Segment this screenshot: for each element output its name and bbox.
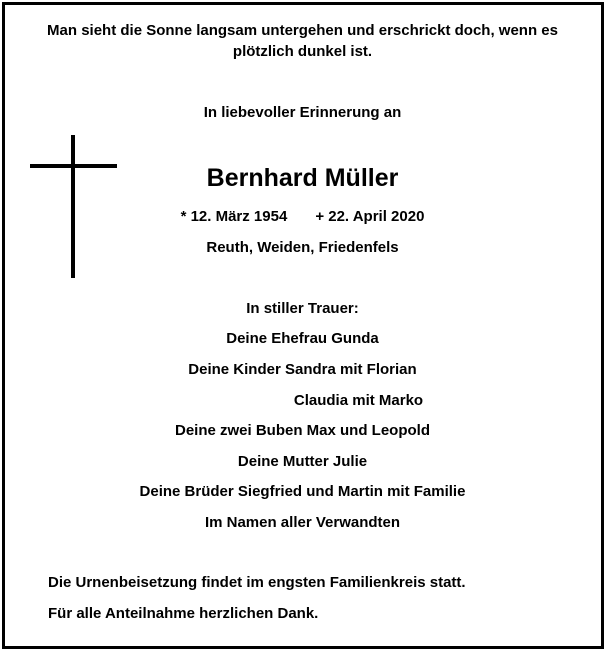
notice-frame — [2, 2, 604, 649]
birth-date: * 12. März 1954 — [180, 208, 288, 225]
burial-note: Die Urnenbeisetzung findet im engsten Familienkreis statt. — [48, 574, 466, 591]
places: Reuth, Weiden, Friedenfels — [206, 239, 399, 256]
mourner-line: Deine zwei Buben Max und Leopold — [174, 422, 430, 439]
life-dates — [0, 208, 605, 225]
mourner-line: Claudia mit Marko — [293, 392, 424, 409]
deceased-name: Bernhard Müller — [206, 164, 399, 192]
mourner-line: Deine Brüder Siegfried und Martin mit Familie — [139, 483, 466, 500]
mourners-heading: In stiller Trauer: — [246, 300, 359, 317]
mourner-line: Deine Mutter Julie — [237, 453, 368, 470]
cross-vertical-bar — [71, 135, 75, 278]
motto-line-2: plötzlich dunkel ist. — [232, 43, 373, 60]
mourner-line: Deine Ehefrau Gunda — [226, 330, 379, 347]
mourner-line: Deine Kinder Sandra mit Florian — [188, 361, 417, 378]
intro-text: In liebevoller Erinnerung an — [203, 104, 402, 121]
death-date: + 22. April 2020 — [315, 208, 425, 225]
motto-line-1: Man sieht die Sonne langsam untergehen und erschrickt doch, wenn es — [47, 22, 558, 39]
thanks-note: Für alle Anteilnahme herzlichen Dank. — [48, 605, 319, 622]
mourner-line: Im Namen aller Verwandten — [204, 514, 401, 531]
